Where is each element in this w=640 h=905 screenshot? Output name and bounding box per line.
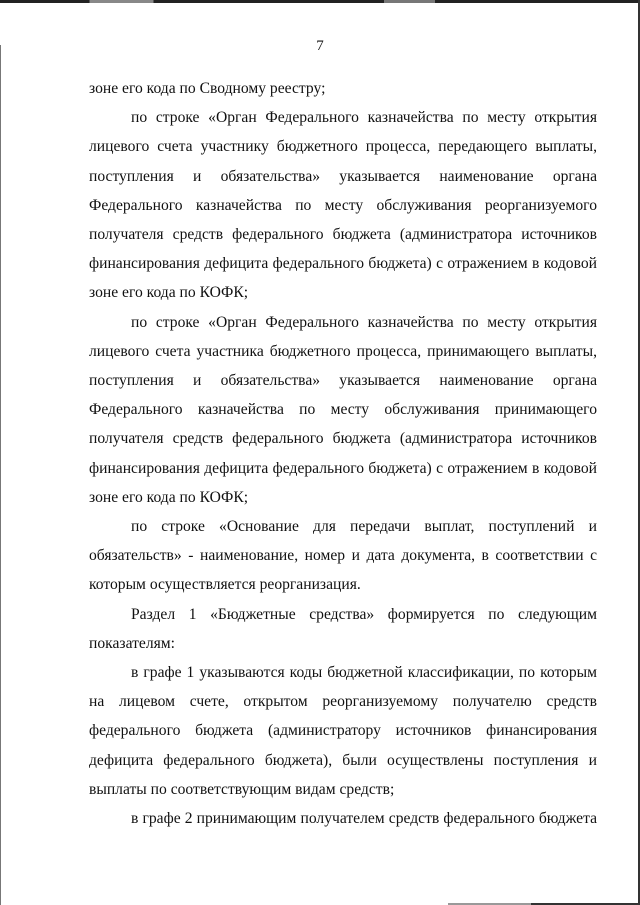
paragraph-transferring-treasury-body: по строке «Орган Федерального казначейства по месту открытия лицевого счета участнику бюджетного процесса, передающего выплаты, поступления и обязательства» указывается наименование органа Федерального казначейства по месту обслуживания реорганизуемого получателя средств федерального бюджета (администратора источников финансирования дефицита федерального бюджета) с отражением в кодовой зоне его кода по КОФК; — [89, 109, 597, 302]
page-number: 7 — [316, 38, 324, 54]
paragraph-section-1-intro: Раздел 1 «Бюджетные средства» формируется по следующим показателям: — [89, 605, 597, 652]
scan-edge-top — [0, 0, 640, 3]
paragraph-transfer-basis: по строке «Основание для передачи выплат, поступлений и обязательств» - наименование, номер и дата документа, в соответствии с которым осуществляется реорганизация. — [89, 518, 597, 594]
paragraph-column-1: в графе 1 указываются коды бюджетной классификации, по которым на лицевом счете, открытом реорганизуемому получателю средств федерального бюджета (администратору источников финансирования дефицита федерального бюджета), были осуществлены поступления и выплаты по соответствующим видам средств; — [89, 664, 597, 798]
document-body — [89, 74, 597, 833]
paragraph-receiving-treasury-body: по строке «Орган Федерального казначейства по месту открытия лицевого счета участника бюджетного процесса, принимающего выплаты, поступления и обязательства» указывается наименование органа Федерального казначейства по месту обслуживания принимающего получателя средств федерального бюджета (администратора источников финансирования дефицита федерального бюджета) с отражением в кодовой зоне его кода по КОФК; — [89, 313, 597, 506]
paragraph-column-2: в графе 2 принимающим получателем средств федерального бюджета — [131, 810, 597, 828]
scan-edge-left — [0, 45, 1, 905]
paragraph-continuation: зоне его кода по Сводному реестру; — [89, 80, 326, 97]
